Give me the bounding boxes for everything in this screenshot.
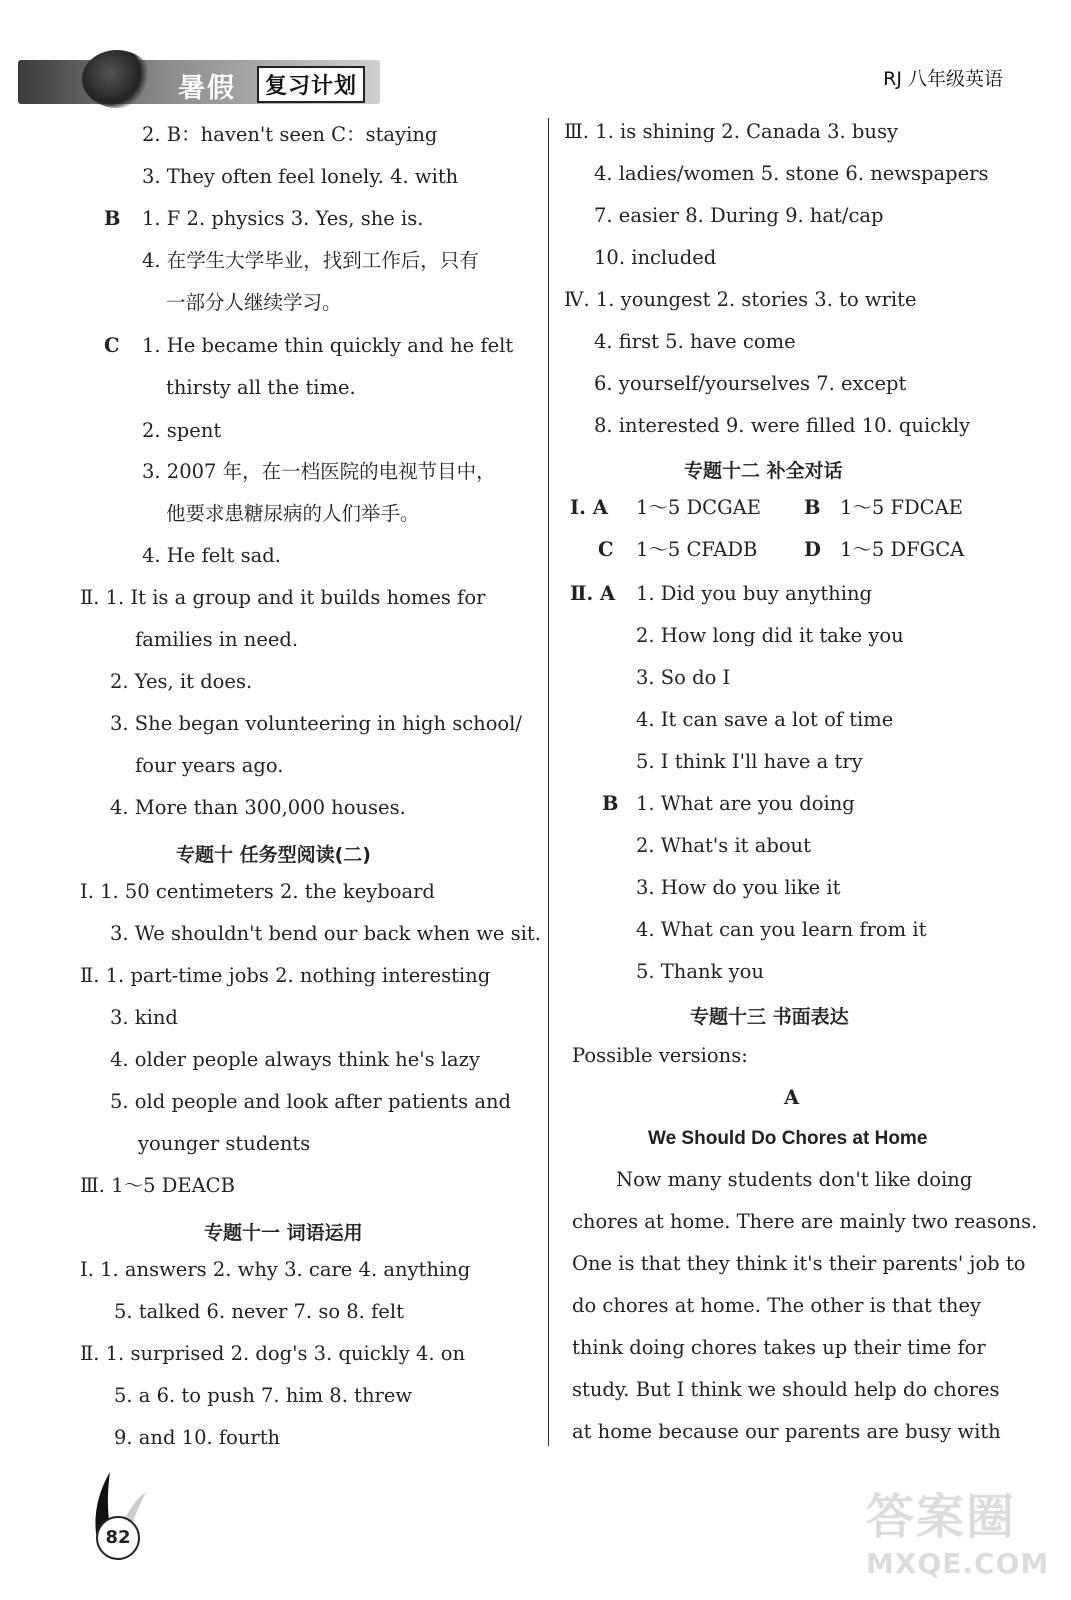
answer-line: 1～5 CFADB bbox=[636, 538, 758, 561]
header-subtitle: 复习计划 bbox=[257, 66, 365, 103]
answer-line: 5. talked 6. never 7. so 8. felt bbox=[114, 1300, 404, 1323]
grade-label: RJ 八年级英语 bbox=[883, 68, 1003, 90]
answer-line: 2. B：haven't seen C：staying bbox=[142, 123, 438, 146]
answer-line: 4. It can save a lot of time bbox=[636, 708, 894, 731]
answer-line: 1. He became thin quickly and he felt bbox=[142, 334, 514, 357]
answer-line: Ⅰ. 1. answers 2. why 3. care 4. anything bbox=[80, 1258, 471, 1281]
watermark bbox=[866, 1478, 1050, 1590]
answer-line: 4. ladies/women 5. stone 6. newspapers bbox=[594, 162, 989, 185]
answer-line: 6. yourself/yourselves 7. except bbox=[594, 372, 907, 395]
answer-line: 3. So do I bbox=[636, 666, 731, 689]
answer-line: 4. More than 300,000 houses. bbox=[110, 796, 406, 819]
answer-line: 2. How long did it take you bbox=[636, 624, 904, 647]
answer-line: 3. She began volunteering in high school/ bbox=[110, 712, 522, 735]
section-heading: 专题十二 补全对话 bbox=[684, 460, 843, 482]
answer-line: Ⅳ. 1. youngest 2. stories 3. to write bbox=[564, 288, 917, 311]
answer-line: 4. 在学生大学毕业，找到工作后，只有 bbox=[142, 249, 479, 272]
answer-line: thirsty all the time. bbox=[166, 376, 356, 399]
answer-line: think doing chores takes up their time for bbox=[572, 1336, 986, 1359]
answer-line: study. But I think we should help do chores bbox=[572, 1378, 1000, 1401]
column-divider bbox=[548, 118, 549, 1446]
answer-line: 1～5 FDCAE bbox=[840, 496, 963, 519]
answer-line: A bbox=[784, 1086, 800, 1109]
page-number: 82 bbox=[96, 1516, 140, 1560]
answer-line: B bbox=[804, 496, 821, 519]
answer-line: 4. He felt sad. bbox=[142, 544, 281, 567]
answer-line: 7. easier 8. During 9. hat/cap bbox=[594, 204, 884, 227]
answer-line: Ⅱ. A bbox=[570, 582, 616, 605]
watermark-logo-text: 答案圈 bbox=[866, 1489, 1017, 1545]
answer-line: C bbox=[104, 334, 120, 357]
header-title: 暑假 bbox=[178, 73, 236, 104]
answer-line: Ⅲ. 1. is shining 2. Canada 3. busy bbox=[564, 120, 898, 143]
answer-line: 1～5 DFGCA bbox=[840, 538, 965, 561]
section-heading: 专题十三 书面表达 bbox=[690, 1006, 849, 1028]
answer-line: 1. Did you buy anything bbox=[636, 582, 872, 605]
answer-line: 1. What are you doing bbox=[636, 792, 855, 815]
answer-line: 1～5 DCGAE bbox=[636, 496, 761, 519]
answer-line: 5. Thank you bbox=[636, 960, 764, 983]
answer-line: 2. What's it about bbox=[636, 834, 811, 857]
answer-line: C bbox=[598, 538, 614, 561]
answer-line: One is that they think it's their parents' job to bbox=[572, 1252, 1026, 1275]
answer-line: Possible versions: bbox=[572, 1044, 748, 1067]
answer-line: 10. included bbox=[594, 246, 717, 269]
answer-line: younger students bbox=[138, 1132, 311, 1155]
answer-line: Ⅱ. 1. part-time jobs 2. nothing interesting bbox=[80, 964, 491, 987]
answer-line: Ⅱ. 1. It is a group and it builds homes for bbox=[80, 586, 486, 609]
answer-line: 他要求患糖尿病的人们举手。 bbox=[166, 502, 420, 525]
answer-line: Ⅰ. A bbox=[570, 496, 608, 519]
answer-line: four years ago. bbox=[135, 754, 284, 777]
answer-line: Ⅰ. 1. 50 centimeters 2. the keyboard bbox=[80, 880, 435, 903]
answer-line: 3. We shouldn't bend our back when we sit. bbox=[110, 922, 541, 945]
answer-line: B bbox=[602, 792, 619, 815]
answer-line: 5. I think I'll have a try bbox=[636, 750, 863, 773]
answer-line: 9. and 10. fourth bbox=[114, 1426, 281, 1449]
answer-line: B bbox=[104, 207, 121, 230]
answer-line: 4. older people always think he's lazy bbox=[110, 1048, 480, 1071]
answer-line: Ⅲ. 1～5 DEACB bbox=[80, 1174, 235, 1197]
answer-line: 3. How do you like it bbox=[636, 876, 841, 899]
answer-line: 2. spent bbox=[142, 419, 222, 442]
answer-line: 一部分人继续学习。 bbox=[166, 291, 342, 314]
answer-line: 3. kind bbox=[110, 1006, 178, 1029]
answer-line: Ⅱ. 1. surprised 2. dog's 3. quickly 4. on bbox=[80, 1342, 466, 1365]
answer-line: 5. old people and look after patients and bbox=[110, 1090, 512, 1113]
answer-line: Now many students don't like doing bbox=[616, 1168, 973, 1191]
watermark-url: MXQE.COM bbox=[866, 1547, 1050, 1580]
section-heading: 专题十一 词语运用 bbox=[204, 1222, 363, 1244]
answer-line: do chores at home. The other is that they bbox=[572, 1294, 982, 1317]
answer-line: chores at home. There are mainly two reasons. bbox=[572, 1210, 1038, 1233]
answer-line: 4. first 5. have come bbox=[594, 330, 796, 353]
answer-line: 8. interested 9. were filled 10. quickly bbox=[594, 414, 971, 437]
answer-line: at home because our parents are busy with bbox=[572, 1420, 1001, 1443]
answer-line: D bbox=[804, 538, 821, 561]
section-heading: 专题十 任务型阅读(二) bbox=[176, 844, 371, 866]
answer-line: families in need. bbox=[135, 628, 299, 651]
banner-decoration bbox=[82, 50, 152, 108]
answer-line: 3. They often feel lonely. 4. with bbox=[142, 165, 459, 188]
answer-line: 3. 2007 年，在一档医院的电视节目中， bbox=[142, 460, 496, 483]
answer-line: 1. F 2. physics 3. Yes, she is. bbox=[142, 207, 424, 230]
essay-title: We Should Do Chores at Home bbox=[648, 1128, 928, 1149]
answer-line: 5. a 6. to push 7. him 8. threw bbox=[114, 1384, 413, 1407]
answer-line: 2. Yes, it does. bbox=[110, 670, 253, 693]
answer-line: 4. What can you learn from it bbox=[636, 918, 927, 941]
